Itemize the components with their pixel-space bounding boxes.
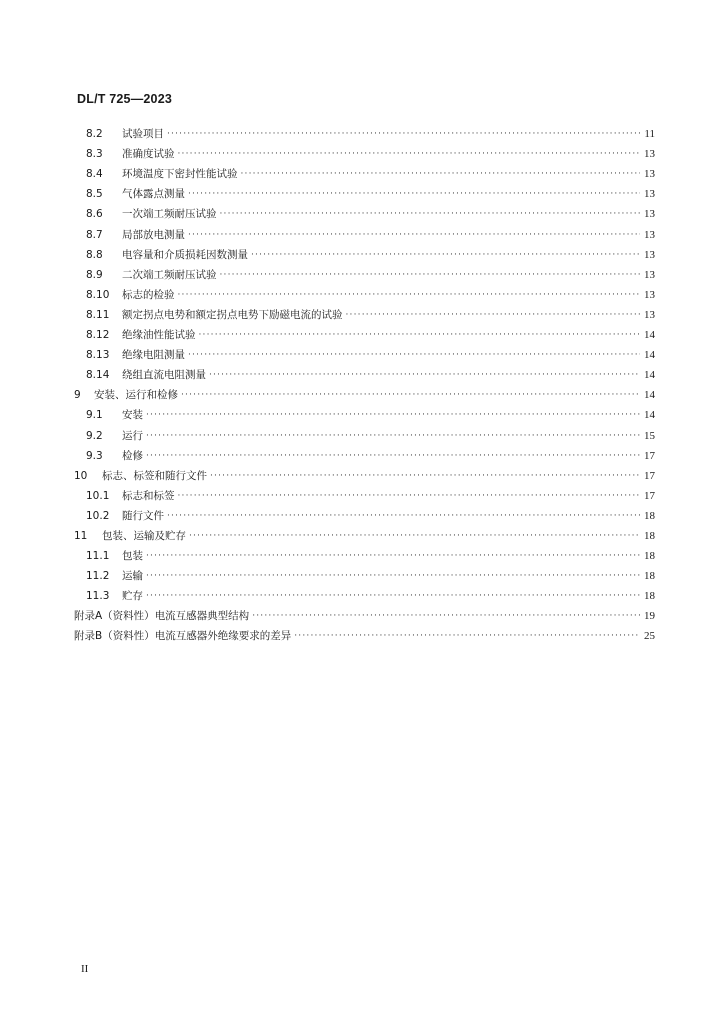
toc-leader-dots [167,128,640,140]
toc-entry-8-5[interactable] [73,180,655,200]
toc-title: 检修 [122,449,143,462]
toc-title: 包装 [122,550,143,563]
toc-leader-dots [346,309,641,321]
toc-leader-dots [220,269,641,281]
toc-number: 8.6 [86,208,103,221]
toc-entry-appendix-b[interactable] [73,622,655,642]
toc-leader-dots [199,329,641,341]
toc-number: 8.5 [86,188,103,201]
toc-leader-dots [188,349,640,361]
toc-number: 11.1 [86,550,110,563]
toc-leader-dots [251,249,640,261]
toc-number: 8.8 [86,248,103,261]
toc-entry-8-13[interactable] [73,341,655,361]
toc-title: 气体露点测量 [122,188,185,201]
toc-entry-11-1[interactable] [73,542,655,562]
toc-page-number: 19 [644,610,655,623]
toc-page-number: 13 [644,308,655,321]
toc-entry-9[interactable] [73,381,655,401]
toc-page-number: 14 [644,349,655,362]
toc-entry-8-12[interactable] [73,321,655,341]
toc-page-number: 13 [644,288,655,301]
toc-entry-11-2[interactable] [73,562,655,582]
toc-number: 10 [74,469,88,482]
toc-entry-10[interactable] [73,462,655,482]
toc-number: 8.3 [86,148,103,161]
toc-title: 环境温度下密封性能试验 [122,168,238,181]
toc-title: 电流互感器典型结构 [154,610,250,623]
toc-number: 8.11 [86,308,110,321]
toc-title: 绕组直流电阻测量 [122,369,206,382]
toc-page-number: 13 [644,268,655,281]
toc-title: 二次端工频耐压试验 [122,268,217,281]
toc-page-number: 25 [644,630,655,643]
toc-title: 绝缘油性能试验 [122,329,196,342]
toc-page-number: 14 [644,369,655,382]
toc-leader-dots [188,188,640,200]
toc-title: 标志、标签和随行文件 [102,469,207,482]
toc-title: 包装、运输及贮存 [102,529,186,542]
toc-entry-11[interactable] [73,522,655,542]
toc-page-number: 17 [644,449,655,462]
toc-page-number: 13 [644,208,655,221]
toc-page-number: 14 [644,389,655,402]
toc-leader-dots [181,389,640,401]
toc-leader-dots [167,510,640,522]
toc-number: 11.3 [86,590,110,603]
toc-appendix-label: 附录A（资料性） [74,610,155,623]
toc-leader-dots [146,550,640,562]
toc-page-number: 15 [644,429,655,442]
toc-page-number: 13 [644,148,655,161]
toc-number: 10.2 [86,509,110,522]
toc-entry-8-14[interactable] [73,361,655,381]
toc-title: 安装、运行和检修 [94,389,178,402]
toc-title: 局部放电测量 [122,228,185,241]
toc-title: 电容量和介质损耗因数测量 [122,248,248,261]
toc-title: 标志和标签 [122,489,175,502]
toc-entry-9-1[interactable] [73,401,655,421]
toc-leader-dots [178,289,641,301]
toc-page-number: 13 [644,168,655,181]
toc-number: 8.12 [86,329,110,342]
toc-entry-8-2[interactable] [73,120,655,140]
toc-title: 运行 [122,429,143,442]
toc-entry-appendix-a[interactable] [73,602,655,622]
toc-leader-dots [209,369,640,381]
toc-number: 9.1 [86,409,103,422]
toc-entry-8-4[interactable] [73,160,655,180]
toc-entry-8-10[interactable] [73,281,655,301]
toc-page-number: 17 [644,469,655,482]
toc-entry-8-7[interactable] [73,220,655,240]
toc-page-number: 18 [644,529,655,542]
toc-number: 11.2 [86,570,110,583]
toc-page-number: 18 [644,570,655,583]
toc-entry-9-3[interactable] [73,442,655,462]
table-of-contents [73,120,655,642]
toc-page-number: 17 [644,489,655,502]
toc-leader-dots [294,630,640,642]
toc-entry-9-2[interactable] [73,421,655,441]
toc-title: 试验项目 [122,128,164,141]
toc-leader-dots [252,610,640,622]
toc-number: 10.1 [86,489,110,502]
toc-leader-dots [178,490,641,502]
toc-leader-dots [241,168,641,180]
toc-number: 8.9 [86,268,103,281]
toc-entry-8-6[interactable] [73,200,655,220]
toc-leader-dots [146,450,640,462]
toc-number: 8.14 [86,369,110,382]
toc-number: 11 [74,529,88,542]
toc-leader-dots [146,570,640,582]
toc-title: 绝缘电阻测量 [122,349,185,362]
toc-page-number: 13 [644,228,655,241]
toc-leader-dots [178,148,641,160]
toc-title: 运输 [122,570,143,583]
toc-entry-8-9[interactable] [73,261,655,281]
page-number: II [81,963,89,975]
toc-entry-10-1[interactable] [73,482,655,502]
toc-number: 9 [74,389,81,402]
toc-page-number: 18 [644,590,655,603]
toc-leader-dots [210,470,640,482]
toc-page-number: 13 [644,188,655,201]
toc-leader-dots [146,590,640,602]
toc-number: 8.4 [86,168,103,181]
toc-title: 贮存 [122,590,143,603]
toc-leader-dots [189,530,640,542]
toc-page-number: 14 [644,329,655,342]
toc-number: 8.13 [86,349,110,362]
toc-page-number: 14 [644,409,655,422]
toc-entry-11-3[interactable] [73,582,655,602]
toc-entry-8-11[interactable] [73,301,655,321]
toc-leader-dots [146,409,640,421]
toc-entry-8-3[interactable] [73,140,655,160]
toc-number: 8.2 [86,128,103,141]
toc-page-number: 11 [644,128,655,141]
toc-entry-10-2[interactable] [73,502,655,522]
toc-title: 标志的检验 [122,288,175,301]
toc-leader-dots [188,229,640,241]
toc-title: 准确度试验 [122,148,175,161]
toc-entry-8-8[interactable] [73,241,655,261]
document-code: DL/T 725—2023 [77,92,173,106]
toc-appendix-label: 附录B（资料性） [74,630,155,643]
toc-title: 电流互感器外绝缘要求的差异 [154,630,292,643]
toc-page-number: 13 [644,248,655,261]
toc-title: 额定拐点电势和额定拐点电势下励磁电流的试验 [122,308,343,321]
toc-number: 9.3 [86,449,103,462]
toc-number: 8.7 [86,228,103,241]
toc-title: 一次端工频耐压试验 [122,208,217,221]
toc-page-number: 18 [644,509,655,522]
toc-title: 随行文件 [122,509,164,522]
toc-number: 9.2 [86,429,103,442]
toc-title: 安装 [122,409,143,422]
toc-page-number: 18 [644,550,655,563]
toc-number: 8.10 [86,288,110,301]
toc-leader-dots [146,430,640,442]
toc-leader-dots [220,208,641,220]
